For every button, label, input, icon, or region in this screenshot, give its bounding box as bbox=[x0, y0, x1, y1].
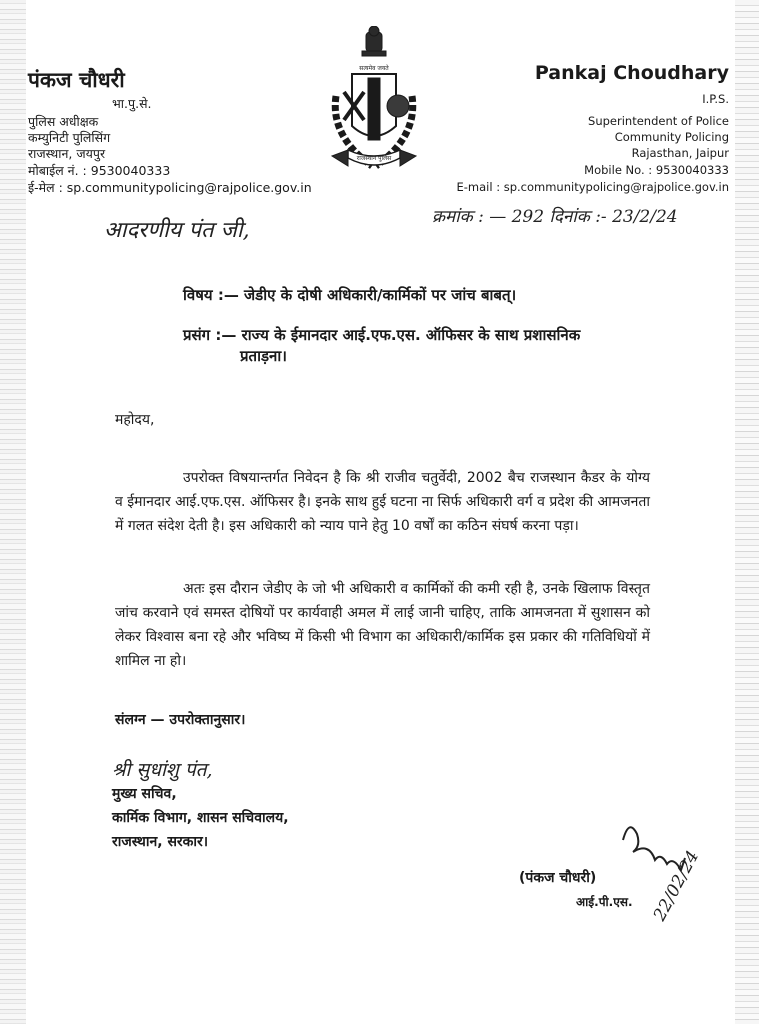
left-header-line: राजस्थान, जयपुर bbox=[28, 146, 106, 161]
body-paragraph-1: उपरोक्त विषयान्तर्गत निवेदन है कि श्री राजीव चतुर्वेदी, 2002 बैच राजस्थान कैडर के योग्य व ईमानदार आई.एफ.एस. ऑफिसर है। इनके साथ हुई घटना ना सिर्फ अधिकारी वर्ग व प्रदेश की आमजनता में गलत संदेश देती है। इस अधिकारी को न्याय पाने हेतु 10 वर्षों का कठिन संघर्ष करना पड़ा। bbox=[115, 470, 650, 534]
addressee-line: कार्मिक विभाग, शासन सचिवालय, bbox=[112, 810, 289, 826]
right-header-email: E-mail : sp.communitypolicing@rajpolice.gov.in bbox=[456, 180, 729, 194]
addressee-line: राजस्थान, सरकार। bbox=[112, 834, 209, 850]
service-hindi: भा.पु.से. bbox=[112, 96, 152, 111]
signature-date: 22/02/24 bbox=[649, 847, 704, 925]
scan-artifact-left bbox=[0, 0, 26, 1024]
service-english: I.P.S. bbox=[702, 92, 729, 106]
sender-name-english: Pankaj Choudhary bbox=[534, 62, 729, 84]
salutation-handwritten: आदरणीय पंत जी, bbox=[104, 218, 250, 243]
sender-name-closing: (पंकज चौधरी) bbox=[519, 870, 597, 886]
sender-name-hindi: पंकज चौधरी bbox=[28, 68, 125, 92]
addressee-line: मुख्य सचिव, bbox=[112, 786, 177, 802]
right-header-line: Community Policing bbox=[614, 130, 729, 144]
right-header-line: Superintendent of Police bbox=[588, 114, 729, 128]
left-header-line: कम्युनिटी पुलिसिंग bbox=[28, 130, 111, 145]
left-header-line: पुलिस अधीक्षक bbox=[28, 114, 99, 129]
enclosure-line: संलग्न — उपरोक्तानुसार। bbox=[115, 712, 246, 728]
prasang-line bbox=[183, 325, 653, 345]
body-paragraph-2: अतः इस दौरान जेडीए के जो भी अधिकारी व कार्मिकों की कमी रही है, उनके खिलाफ विस्तृत जांच करवाने एवं समस्त दोषियों पर कार्यवाही अमल में लाई जानी चाहिए, ताकि आमजनता में सुशासन को लेकर विश्वास बना रहे और भविष्य में किसी भी विभाग का अधिकारी/कार्मिक इस प्रकार की गतिविधियों में शामिल ना हो। bbox=[115, 581, 650, 669]
prasang-continuation: प्रताड़ना। bbox=[240, 347, 287, 365]
scan-artifact-right bbox=[735, 0, 759, 1024]
prasang-text: राज्य के ईमानदार आई.एफ.एस. ऑफिसर के साथ प्रशासनिक bbox=[241, 326, 581, 344]
emblem-band-text: राजस्थान पुलिस bbox=[356, 155, 392, 162]
prasang-label: प्रसंग :— bbox=[183, 326, 237, 344]
emblem-motto: सत्यमेव जयते bbox=[359, 65, 389, 72]
left-header-email: ई-मेल : sp.communitypolicing@rajpolice.gov.in bbox=[28, 180, 312, 195]
reference-number: क्रमांक : — 292 दिनांक :- 23/2/24 bbox=[432, 207, 678, 227]
greeting: महोदय, bbox=[115, 412, 155, 428]
sender-title-closing: आई.पी.एस. bbox=[576, 895, 633, 909]
signature bbox=[615, 812, 735, 932]
subject-line: विषय :— जेडीए के दोषी अधिकारी/कार्मिकों पर जांच बाबत्। bbox=[183, 286, 517, 304]
addressee-name-handwritten: श्री सुधांशु पंत, bbox=[112, 759, 213, 781]
right-header-line: Mobile No. : 9530040333 bbox=[584, 163, 729, 177]
rajasthan-police-emblem bbox=[322, 26, 426, 184]
left-header-line: मोबाईल नं. : 9530040333 bbox=[28, 163, 171, 178]
right-header-line: Rajasthan, Jaipur bbox=[631, 146, 729, 160]
